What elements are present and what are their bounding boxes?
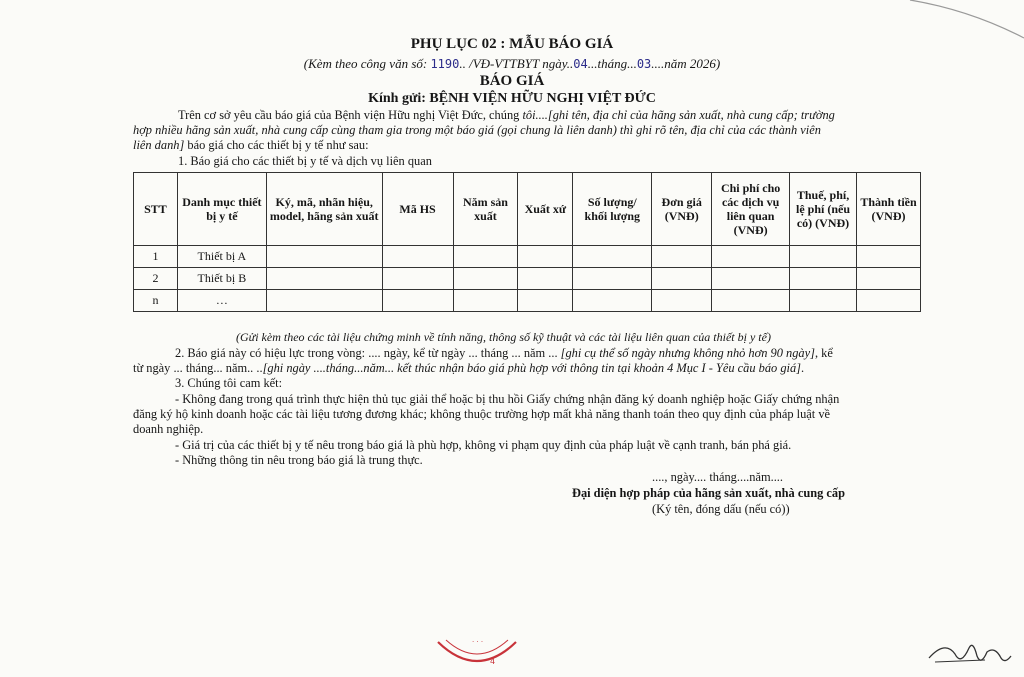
signature-date-line: ...., ngày.... tháng....năm.... bbox=[652, 470, 783, 484]
section-1-title: 1. Báo giá cho các thiết bị y tế và dịch vụ liên quan bbox=[178, 154, 432, 168]
header-total: Thành tiền (VNĐ) bbox=[856, 173, 920, 246]
ref-day: 04 bbox=[573, 57, 588, 71]
intro-line1-plain: Trên cơ sở yêu cầu báo giá của Bệnh viện Hữu nghị Việt Đức, chúng bbox=[178, 108, 523, 122]
handwritten-signature bbox=[925, 636, 1015, 672]
svg-text:· · ·: · · · bbox=[472, 638, 484, 646]
ref-mid2: ...tháng... bbox=[587, 56, 637, 71]
recipient-line: Kính gửi: BỆNH VIỆN HỮU NGHỊ VIỆT ĐỨC bbox=[368, 91, 656, 106]
intro-line1-italic: tôi....[ghi tên, địa chỉ của hãng sản xuất, nhà cung cấp; trường bbox=[522, 108, 835, 122]
header-device-list: Danh mục thiết bị y tế bbox=[177, 173, 266, 246]
ref-number: 1190 bbox=[430, 57, 460, 71]
table-row bbox=[134, 268, 921, 290]
intro-line3-plain: báo giá cho các thiết bị y tế như sau: bbox=[184, 138, 369, 152]
row-device-name: … bbox=[177, 290, 266, 312]
intro-line-2: hợp nhiều hãng sản xuất, nhà cung cấp cùng tham gia trong một báo giá (gọi chung là liên danh) thì ghi rõ tên, địa chỉ của các thành viên bbox=[133, 123, 821, 137]
header-hs-code: Mã HS bbox=[382, 173, 453, 246]
section-2-line-1 bbox=[175, 346, 833, 361]
intro-line3-italic: liên danh] bbox=[133, 138, 185, 152]
document-title: BÁO GIÁ bbox=[479, 73, 545, 89]
commitment-2: - Giá trị của các thiết bị y tế nêu trong báo giá là phù hợp, không vi phạm quy định của pháp luật về cạnh tranh, bán phá giá. bbox=[175, 438, 792, 452]
intro-line-1 bbox=[178, 108, 835, 123]
header-origin: Xuất xứ bbox=[518, 173, 573, 246]
s2-line2-plain: từ ngày ... tháng... năm.. .. bbox=[133, 361, 263, 375]
signature-note: (Ký tên, đóng dấu (nếu có)) bbox=[652, 502, 790, 516]
commitment-1-line-1: - Không đang trong quá trình thực hiện thủ tục giải thể hoặc bị thu hồi Giấy chứng nhận đăng ký doanh nghiệp hoặc Giấy chứng nhận bbox=[175, 392, 840, 406]
commitment-3: - Những thông tin nêu trong báo giá là trung thực. bbox=[175, 453, 423, 467]
table-row bbox=[134, 246, 921, 268]
s2-line1-italic: [ghi cụ thể số ngày nhưng không nhỏ hơn 90 ngày] bbox=[560, 346, 815, 360]
row-device-name: Thiết bị A bbox=[177, 246, 266, 268]
page-corner-fold bbox=[900, 0, 1024, 40]
ref-suffix: ....năm 2026) bbox=[651, 56, 721, 71]
commitment-1-line-3: doanh nghiệp. bbox=[133, 422, 204, 436]
appendix-title: PHỤ LỤC 02 : MẪU BÁO GIÁ bbox=[410, 36, 614, 52]
row-stt: 1 bbox=[134, 246, 178, 268]
header-year: Năm sản xuất bbox=[453, 173, 518, 246]
reference-line bbox=[0, 56, 1024, 72]
ref-month: 03 bbox=[636, 57, 652, 71]
intro-line-3 bbox=[133, 138, 369, 153]
table-row bbox=[134, 290, 921, 312]
header-model: Ký, mã, nhãn hiệu, model, hãng sản xuất bbox=[266, 173, 382, 246]
header-tax: Thuế, phí, lệ phí (nếu có) (VNĐ) bbox=[790, 173, 857, 246]
row-device-name: Thiết bị B bbox=[177, 268, 266, 290]
row-stt: n bbox=[134, 290, 178, 312]
section-2-line-2 bbox=[133, 361, 804, 376]
header-service-cost: Chi phí cho các dịch vụ liên quan (VNĐ) bbox=[712, 173, 790, 246]
signature-representative: Đại diện hợp pháp của hãng sản xuất, nhà cung cấp bbox=[572, 486, 846, 500]
s2-line1-end: , kể bbox=[814, 346, 833, 360]
section-3-title: 3. Chúng tôi cam kết: bbox=[175, 376, 283, 390]
header-stt: STT bbox=[134, 173, 178, 246]
commitment-1-line-2: đăng ký hộ kinh doanh hoặc các tài liệu tương đương khác; không thuộc trường hợp mất khả năng thanh toán theo quy định của pháp luật về bbox=[133, 407, 831, 421]
quotation-table bbox=[133, 172, 921, 312]
table-header-row bbox=[134, 173, 921, 246]
ref-prefix: (Kèm theo công văn số: bbox=[303, 56, 431, 71]
s2-line1-plain: 2. Báo giá này có hiệu lực trong vòng: .... ngày, kể từ ngày ... tháng ... năm ... bbox=[175, 346, 561, 360]
header-unit-price: Đơn giá (VNĐ) bbox=[652, 173, 712, 246]
svg-text:4: 4 bbox=[490, 657, 496, 666]
table-note: (Gửi kèm theo các tài liệu chứng minh về tính năng, thông số kỹ thuật và các tài liệu liên quan của thiết bị y tế) bbox=[236, 330, 771, 344]
s2-line2-italic: [ghi ngày ....tháng...năm... kết thúc nhận báo giá phù hợp với thông tin tại khoản 4 Mục I - Yêu cầu báo giá] bbox=[262, 361, 801, 375]
ref-mid1: .. /VĐ-VTTBYT ngày.. bbox=[459, 56, 574, 71]
red-stamp-mark bbox=[432, 628, 522, 677]
header-quantity: Số lượng/ khối lượng bbox=[573, 173, 652, 246]
row-stt: 2 bbox=[134, 268, 178, 290]
s2-line2-end: . bbox=[800, 361, 805, 375]
